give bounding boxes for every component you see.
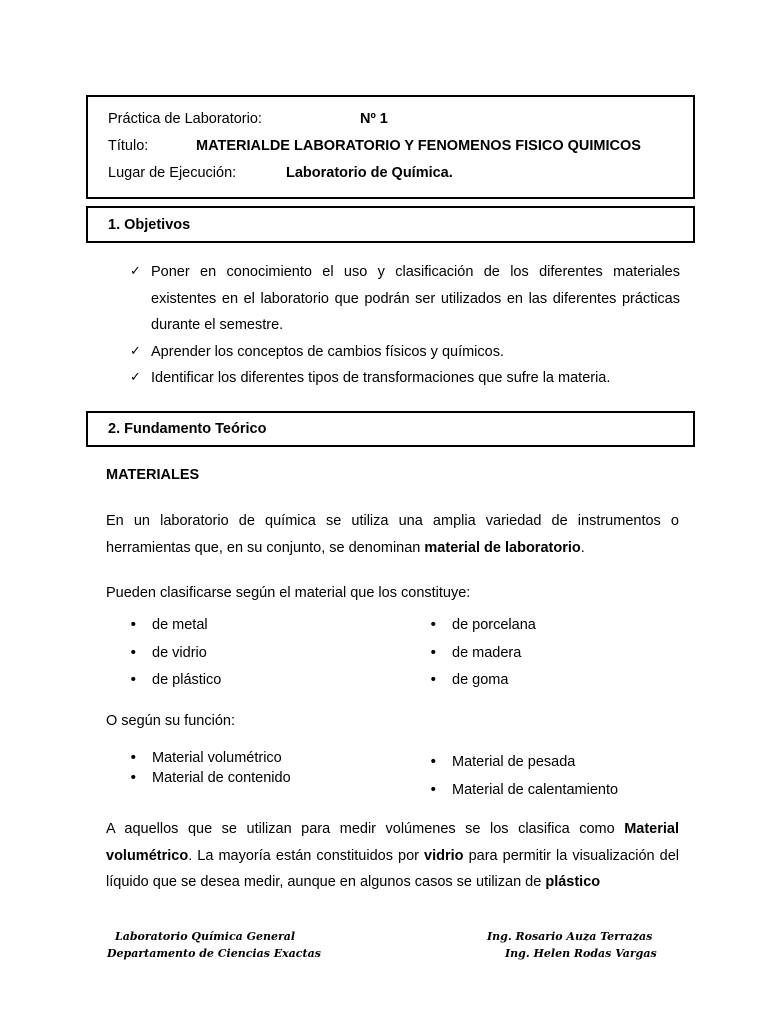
footer-left — [107, 928, 321, 962]
volumetric-paragraph: A aquellos que se utilizan para medir volúmenes se los clasifica como Material volumétrico. La mayoría están constituidos por vidrio para permitir la visualización del líquido que se desea medir, aunque en algunos casos se utilizan de plástico — [106, 821, 679, 890]
intro-paragraph: En un laboratorio de química se utiliza una amplia variedad de instrumentos o herramientas que, en su conjunto, se denominan material de laboratorio. — [106, 513, 679, 556]
function-list-left — [129, 748, 291, 788]
list-item: • de madera — [429, 640, 536, 668]
list-item: • Material de pesada — [429, 748, 618, 776]
footer-lab-name: Laboratorio Química General — [115, 930, 296, 943]
section-objetivos-box — [86, 206, 695, 243]
list-item: • de goma — [429, 667, 536, 695]
objective-item: ✓ Identificar los diferentes tipos de transformaciones que sufre la materia. — [130, 365, 680, 392]
check-icon: ✓ — [130, 370, 141, 385]
titulo-value: MATERIALDE LABORATORIO Y FENOMENOS FISICO QUIMICOS — [196, 138, 641, 154]
list-item: • de metal — [129, 612, 221, 640]
material-list-right — [429, 612, 536, 695]
function-list-right — [429, 748, 618, 804]
list-item: • Material de contenido — [129, 770, 291, 786]
bullet-icon: • — [429, 754, 438, 770]
footer-author-1: Ing. Rosario Auza Terrazas — [487, 930, 653, 943]
bullet-icon: • — [129, 672, 138, 688]
check-icon: ✓ — [130, 264, 141, 279]
section-fundamento-title: 2. Fundamento Teórico — [108, 421, 267, 437]
clasif-text: Pueden clasificarse según el material que los constituye: — [106, 585, 471, 601]
list-item: • de porcelana — [429, 612, 536, 640]
objectives-list — [130, 259, 680, 392]
titulo-label: Título: — [108, 138, 149, 154]
practica-number: Nº 1 — [360, 111, 388, 127]
bullet-icon: • — [129, 617, 138, 633]
objective-item: ✓ Aprender los conceptos de cambios físicos y químicos. — [130, 339, 680, 366]
header-box — [86, 95, 695, 199]
bullet-icon: • — [429, 644, 438, 661]
lugar-label: Lugar de Ejecución: — [108, 165, 237, 181]
bullet-icon: • — [129, 750, 138, 766]
bullet-icon: • — [129, 644, 138, 661]
bullet-icon: • — [429, 672, 438, 688]
material-list-left — [129, 612, 221, 695]
list-item: • Material de calentamiento — [429, 776, 618, 804]
footer-author-2: Ing. Helen Rodas Vargas — [505, 947, 657, 960]
objective-item: ✓ Poner en conocimiento el uso y clasificación de los diferentes materiales existentes en el laboratorio que podrán ser utilizados en las diferentes prácticas durante el semestre. — [130, 259, 680, 339]
bullet-icon: • — [429, 617, 438, 633]
practica-label: Práctica de Laboratorio: — [108, 111, 262, 127]
list-item: • Material volumétrico — [129, 750, 282, 766]
section-fundamento-box — [86, 411, 695, 447]
section-objetivos-title: 1. Objetivos — [108, 216, 191, 233]
materiales-heading: MATERIALES — [106, 467, 200, 483]
bullet-icon: • — [429, 782, 438, 798]
footer-department: Departamento de Ciencias Exactas — [107, 947, 321, 960]
list-item: • de plástico — [129, 667, 221, 695]
list-item: • de vidrio — [129, 640, 221, 668]
check-icon: ✓ — [130, 343, 141, 359]
funcion-text: O según su función: — [106, 713, 235, 729]
footer-right — [487, 928, 657, 962]
bullet-icon: • — [129, 770, 138, 786]
lugar-value: Laboratorio de Química. — [286, 165, 453, 181]
